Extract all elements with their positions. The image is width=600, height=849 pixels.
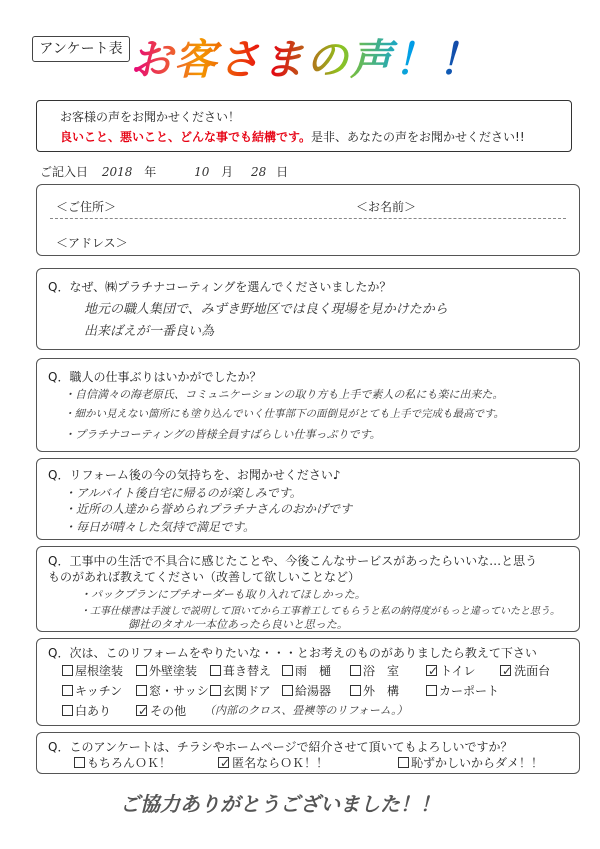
intro-line2 xyxy=(60,128,525,145)
q4-question-line2: ものがあれば教えてください（改善して欲しいことなど） xyxy=(48,570,361,584)
name-label: ＜お名前＞ xyxy=(356,200,417,214)
option-other[interactable]: ✓ その他 xyxy=(138,704,187,718)
option-toilet[interactable]: ✓ トイレ xyxy=(428,664,476,678)
option-washbasin[interactable]: ✓ 洗面台 xyxy=(502,664,551,678)
footer-thanks: ご協力ありがとうございました！！ xyxy=(120,792,440,816)
option-entrance-door[interactable]: 玄関ドア xyxy=(210,682,271,699)
date-month-unit: 月 xyxy=(221,165,234,179)
option-water-heater[interactable]: 給湯器 xyxy=(282,682,331,699)
option-anonymous-ok[interactable]: ✓ 匿名ならＯＫ！！ xyxy=(220,756,329,770)
intro-line1: お客様の声をお聞かせください！ xyxy=(60,110,241,124)
option-other-text: （内部のクロス、畳襖等のリフォーム。） xyxy=(204,704,408,717)
q5-question: Q．次は、このリフォームをやりたいな・・・とお考えのものがありましたら教えて下さい xyxy=(48,646,537,660)
date-year-unit: 年 xyxy=(144,165,157,179)
intro-rest-text: 是非、あなたの声をお聞かせください!! xyxy=(311,130,525,144)
option-bathroom[interactable]: 浴 室 xyxy=(350,662,399,679)
q2-answer-2: ・細かい見えない箇所にも塗り込んでいく仕事部下の面倒見がとても上手で完成も最高です。 xyxy=(64,408,505,420)
q4-answer-1: ・パックプランにプチオーダーも取り入れてほしかった。 xyxy=(80,588,366,601)
intro-red-text: 良いこと、悪いこと、どんな事でも結構です。 xyxy=(60,130,312,144)
date-day: 28 xyxy=(251,165,267,179)
q3-question: Q．リフォーム後の今の気持ちを、お聞かせください♪ xyxy=(48,468,341,482)
date-month: 10 xyxy=(194,165,210,179)
option-kitchen[interactable]: キッチン xyxy=(62,682,122,699)
q1-answer-1: 地元の職人集団で、みずき野地区では良く現場を見かけたから xyxy=(84,302,448,317)
option-roof-paint[interactable]: 屋根塗装 xyxy=(62,662,123,679)
q2-answer-1: ・自信満々の海老原氏、コミュニケーションの取り方も上手で素人の私にも楽に出来た。 xyxy=(64,388,504,401)
option-termite[interactable]: 白あり xyxy=(62,702,111,719)
option-window[interactable]: 窓・サッシ xyxy=(136,682,209,699)
option-carport[interactable]: カーポート xyxy=(426,682,499,699)
option-ok[interactable]: もちろんＯＫ！ xyxy=(74,754,171,771)
date-day-unit: 日 xyxy=(276,165,289,179)
q4-answer-3: 御社のタオル一本位あったら良いと思った。 xyxy=(128,618,348,631)
survey-tag: アンケート表 xyxy=(32,36,130,62)
date-row xyxy=(40,163,288,180)
info-divider xyxy=(50,218,566,219)
page-title: お客さまの声！！ xyxy=(130,20,550,100)
q2-answer-3: ・プラチナコーティングの皆様全員すばらしい仕事っぷりです。 xyxy=(64,428,381,441)
q3-answer-1: ・アルバイト後自宅に帰るのが楽しみです。 xyxy=(64,486,302,500)
q2-question: Q．職人の仕事ぶりはいかがでしたか？ xyxy=(48,370,262,384)
q3-answer-3: ・毎日が晴々した気持で満足です。 xyxy=(64,520,256,534)
q1-answer-2: 出来ばえが一番良い為 xyxy=(84,324,215,339)
option-reroof[interactable]: 葺き替え xyxy=(210,662,271,679)
date-label: ご記入日 xyxy=(40,165,89,179)
q3-answer-2: ・近所の人達から誉められプラチナさんのおかげです xyxy=(64,502,353,516)
option-no[interactable]: 恥ずかしいからダメ！！ xyxy=(398,754,543,771)
option-exterior[interactable]: 外 構 xyxy=(350,682,399,699)
q1-question: Q．なぜ、㈱プラチナコーティングを選んでくださいましたか？ xyxy=(48,280,392,294)
q6-question: Q．このアンケートは、チラシやホームページで紹介させて頂いてもよろしいですか？ xyxy=(48,740,513,754)
option-wall-paint[interactable]: 外壁塗装 xyxy=(136,662,197,679)
q4-answer-2: ・工事仕様書は手渡しで説明して頂いてから工事着工してもらうと私の納得度がもっと違っていたと思う。 xyxy=(80,606,560,617)
option-gutter[interactable]: 雨 樋 xyxy=(282,662,331,679)
date-year: 2018 xyxy=(101,165,133,179)
email-label: ＜アドレス＞ xyxy=(56,236,128,250)
q4-question-line1: Q．工事中の生活で不具合に感じたことや、今後こんなサービスがあったらいいな…と思う xyxy=(48,554,538,568)
address-label: ＜ご住所＞ xyxy=(56,200,117,214)
